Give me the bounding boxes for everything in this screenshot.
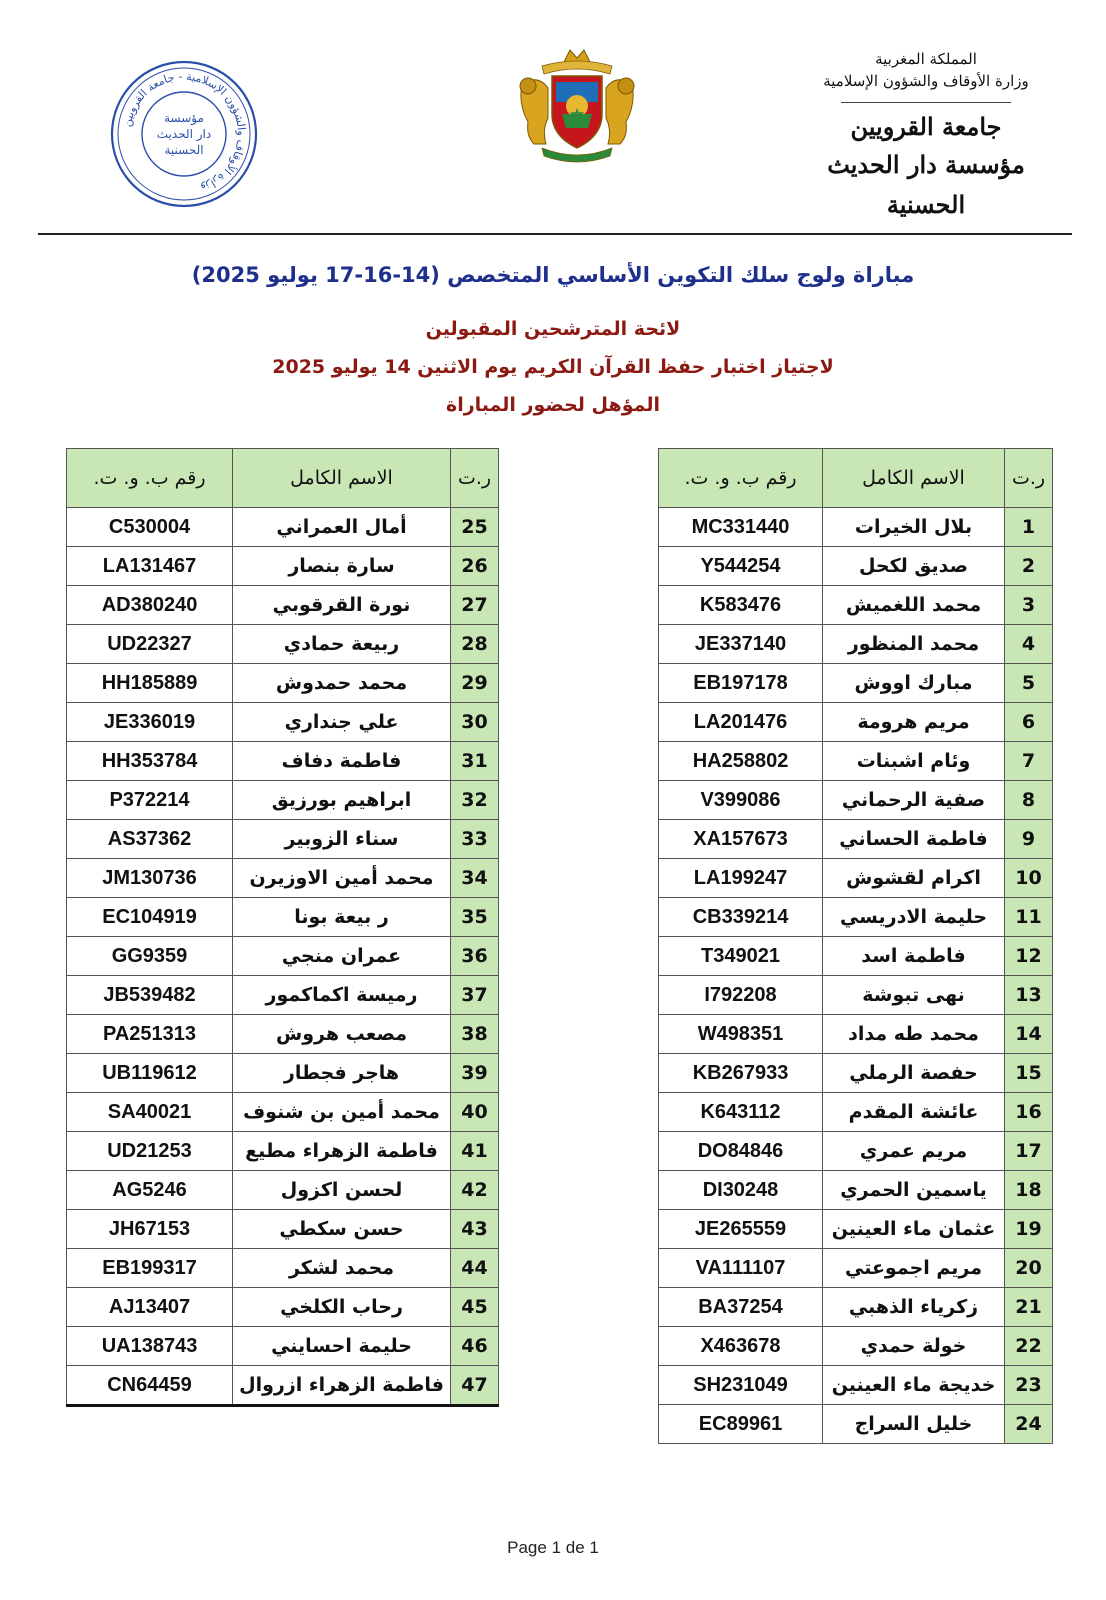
name-cell: فاطمة اسد	[823, 937, 1005, 976]
name-cell: فاطمة الحساني	[823, 820, 1005, 859]
table-row	[659, 976, 1053, 1015]
rank-cell: 19	[1005, 1210, 1053, 1249]
name-cell: حليمة احسايني	[233, 1327, 451, 1366]
table-row	[67, 976, 499, 1015]
name-cell: صفية الرحماني	[823, 781, 1005, 820]
id-cell: I792208	[659, 976, 823, 1015]
table-row	[659, 742, 1053, 781]
table-row	[67, 508, 499, 547]
name-cell: فاطمة الزهراء ازروال	[233, 1366, 451, 1406]
table-header-row	[659, 449, 1053, 508]
name-cell: هاجر فجطار	[233, 1054, 451, 1093]
table-row	[659, 1015, 1053, 1054]
name-cell: حليمة الادريسي	[823, 898, 1005, 937]
id-cell: AD380240	[67, 586, 233, 625]
id-cell: UD21253	[67, 1132, 233, 1171]
svg-text:دار الحديث: دار الحديث	[156, 127, 212, 141]
id-cell: HA258802	[659, 742, 823, 781]
rank-cell: 36	[451, 937, 499, 976]
rank-cell: 33	[451, 820, 499, 859]
rank-cell: 43	[451, 1210, 499, 1249]
rank-cell: 7	[1005, 742, 1053, 781]
table-row	[659, 664, 1053, 703]
rank-cell: 13	[1005, 976, 1053, 1015]
rank-header: ر.ت	[1005, 449, 1053, 508]
name-cell: محمد لشكر	[233, 1249, 451, 1288]
id-cell: KB267933	[659, 1054, 823, 1093]
id-cell: EB199317	[67, 1249, 233, 1288]
table-row	[659, 625, 1053, 664]
list-title: لائحة المترشحين المقبولين	[425, 318, 681, 340]
name-cell: لحسن اكزول	[233, 1171, 451, 1210]
name-cell: عائشة المقدم	[823, 1093, 1005, 1132]
name-cell: أمال العمراني	[233, 508, 451, 547]
id-cell: VA111107	[659, 1249, 823, 1288]
name-cell: محمد أمين الاوزيرن	[233, 859, 451, 898]
table-row	[67, 1210, 499, 1249]
rank-cell: 1	[1005, 508, 1053, 547]
rank-cell: 45	[451, 1288, 499, 1327]
name-cell: فاطمة دفاف	[233, 742, 451, 781]
id-cell: EC104919	[67, 898, 233, 937]
id-cell: AG5246	[67, 1171, 233, 1210]
table-row	[67, 703, 499, 742]
table-row	[67, 1171, 499, 1210]
id-cell: CN64459	[67, 1366, 233, 1406]
id-cell: MC331440	[659, 508, 823, 547]
table-row	[659, 1132, 1053, 1171]
table-row	[67, 1054, 499, 1093]
id-cell: SA40021	[67, 1093, 233, 1132]
table-row	[659, 586, 1053, 625]
rank-cell: 30	[451, 703, 499, 742]
table-row	[67, 742, 499, 781]
name-cell: حسن سكطي	[233, 1210, 451, 1249]
name-cell: عثمان ماء العينين	[823, 1210, 1005, 1249]
rank-cell: 22	[1005, 1327, 1053, 1366]
id-cell: AJ13407	[67, 1288, 233, 1327]
svg-text:الحسنية: الحسنية	[164, 143, 204, 157]
id-cell: X463678	[659, 1327, 823, 1366]
id-cell: LA131467	[67, 547, 233, 586]
id-cell: CB339214	[659, 898, 823, 937]
name-cell: عمران منجي	[233, 937, 451, 976]
name-cell: بلال الخيرات	[823, 508, 1005, 547]
rank-cell: 4	[1005, 625, 1053, 664]
rank-cell: 40	[451, 1093, 499, 1132]
candidates-table-left	[66, 448, 499, 1407]
table-row	[659, 1210, 1053, 1249]
candidates-table-right	[658, 448, 1053, 1444]
rank-cell: 18	[1005, 1171, 1053, 1210]
id-cell: JH67153	[67, 1210, 233, 1249]
institution-name: مؤسسة دار الحديث الحسنية	[827, 150, 1025, 219]
table-row	[67, 859, 499, 898]
table-row	[659, 820, 1053, 859]
rank-cell: 14	[1005, 1015, 1053, 1054]
name-cell: محمد طه مداد	[823, 1015, 1005, 1054]
id-cell: JB539482	[67, 976, 233, 1015]
table-row	[67, 1327, 499, 1366]
id-cell: HH185889	[67, 664, 233, 703]
rank-cell: 20	[1005, 1249, 1053, 1288]
name-cell: حفصة الرملي	[823, 1054, 1005, 1093]
name-cell: مريم هرومة	[823, 703, 1005, 742]
name-cell: مريم عمري	[823, 1132, 1005, 1171]
rank-cell: 39	[451, 1054, 499, 1093]
header-separator	[38, 233, 1072, 235]
name-header: الاسم الكامل	[823, 449, 1005, 508]
table-row	[67, 1093, 499, 1132]
rank-cell: 37	[451, 976, 499, 1015]
name-cell: نورة القرقوبي	[233, 586, 451, 625]
rank-cell: 29	[451, 664, 499, 703]
id-cell: JE265559	[659, 1210, 823, 1249]
rank-cell: 11	[1005, 898, 1053, 937]
name-cell: ر بيعة بونا	[233, 898, 451, 937]
rank-cell: 32	[451, 781, 499, 820]
name-cell: ابراهيم بورزيق	[233, 781, 451, 820]
id-header: رقم ب. و. ت.	[659, 449, 823, 508]
name-cell: محمد حمدوش	[233, 664, 451, 703]
table-row	[659, 703, 1053, 742]
rank-cell: 35	[451, 898, 499, 937]
organization-header	[786, 48, 1066, 225]
rank-cell: 17	[1005, 1132, 1053, 1171]
rank-cell: 15	[1005, 1054, 1053, 1093]
name-cell: مبارك اووش	[823, 664, 1005, 703]
table-row	[659, 1405, 1053, 1444]
rank-cell: 26	[451, 547, 499, 586]
rank-cell: 8	[1005, 781, 1053, 820]
page-number: Page 1 de 1	[507, 1538, 599, 1557]
table-row	[659, 1171, 1053, 1210]
id-cell: V399086	[659, 781, 823, 820]
table-row	[67, 1015, 499, 1054]
rank-cell: 47	[451, 1366, 499, 1406]
rank-cell: 38	[451, 1015, 499, 1054]
id-cell: LA201476	[659, 703, 823, 742]
rank-cell: 21	[1005, 1288, 1053, 1327]
rank-cell: 6	[1005, 703, 1053, 742]
rank-cell: 41	[451, 1132, 499, 1171]
table-row	[659, 1288, 1053, 1327]
list-subtitle-2: المؤهل لحضور المباراة	[445, 394, 660, 416]
coat-of-arms-icon	[512, 44, 642, 164]
id-cell: HH353784	[67, 742, 233, 781]
table-row	[67, 664, 499, 703]
name-cell: محمد أمين بن شنوف	[233, 1093, 451, 1132]
id-cell: XA157673	[659, 820, 823, 859]
id-cell: K643112	[659, 1093, 823, 1132]
table-row	[659, 1327, 1053, 1366]
table-row	[67, 1132, 499, 1171]
name-cell: سارة بنصار	[233, 547, 451, 586]
table-row	[67, 937, 499, 976]
name-cell: محمد اللغميش	[823, 586, 1005, 625]
name-cell: نهى تبوشة	[823, 976, 1005, 1015]
table-row	[659, 781, 1053, 820]
id-cell: UB119612	[67, 1054, 233, 1093]
table-row	[67, 1288, 499, 1327]
rank-cell: 2	[1005, 547, 1053, 586]
id-cell: BA37254	[659, 1288, 823, 1327]
rank-header: ر.ت	[451, 449, 499, 508]
name-header: الاسم الكامل	[233, 449, 451, 508]
name-cell: اكرام لقشوش	[823, 859, 1005, 898]
table-row	[659, 547, 1053, 586]
name-cell: رميسة اكماكمور	[233, 976, 451, 1015]
svg-text:مؤسسة: مؤسسة	[164, 111, 204, 125]
id-cell: Y544254	[659, 547, 823, 586]
name-cell: علي جنداري	[233, 703, 451, 742]
rank-cell: 16	[1005, 1093, 1053, 1132]
table-row	[67, 820, 499, 859]
id-cell: P372214	[67, 781, 233, 820]
id-cell: C530004	[67, 508, 233, 547]
rank-cell: 5	[1005, 664, 1053, 703]
svg-text:وزارة الأوقاف والشؤون الإسلامي: وزارة الأوقاف والشؤون الإسلامية - جامعة القرويين	[120, 69, 249, 195]
name-cell: مريم اجموعتي	[823, 1249, 1005, 1288]
id-cell: UD22327	[67, 625, 233, 664]
rank-cell: 24	[1005, 1405, 1053, 1444]
table-row	[659, 1054, 1053, 1093]
rank-cell: 28	[451, 625, 499, 664]
name-cell: ياسمين الحمري	[823, 1171, 1005, 1210]
table-row	[67, 586, 499, 625]
institution-stamp	[108, 58, 260, 210]
rank-cell: 44	[451, 1249, 499, 1288]
name-cell: خليل السراج	[823, 1405, 1005, 1444]
rank-cell: 46	[451, 1327, 499, 1366]
id-cell: DI30248	[659, 1171, 823, 1210]
table-row	[659, 508, 1053, 547]
name-cell: سناء الزوبير	[233, 820, 451, 859]
rank-cell: 10	[1005, 859, 1053, 898]
id-header: رقم ب. و. ت.	[67, 449, 233, 508]
name-cell: فاطمة الزهراء مطيع	[233, 1132, 451, 1171]
name-cell: خديجة ماء العينين	[823, 1366, 1005, 1405]
table-row	[659, 937, 1053, 976]
kingdom-name: المملكة المغربية	[875, 50, 977, 68]
table-header-row	[67, 449, 499, 508]
table-row	[659, 1093, 1053, 1132]
id-cell: SH231049	[659, 1366, 823, 1405]
id-cell: T349021	[659, 937, 823, 976]
table-row	[67, 547, 499, 586]
name-cell: ربيعة حمادي	[233, 625, 451, 664]
table-row	[67, 1366, 499, 1406]
name-cell: رحاب الكلخي	[233, 1288, 451, 1327]
rank-cell: 12	[1005, 937, 1053, 976]
rank-cell: 3	[1005, 586, 1053, 625]
id-cell: JE336019	[67, 703, 233, 742]
id-cell: GG9359	[67, 937, 233, 976]
rank-cell: 27	[451, 586, 499, 625]
rank-cell: 23	[1005, 1366, 1053, 1405]
list-subtitle: لاجتياز اختبار حفظ القرآن الكريم يوم الاثنين 14 يوليو 2025	[272, 356, 834, 378]
rank-cell: 31	[451, 742, 499, 781]
id-cell: JM130736	[67, 859, 233, 898]
name-cell: زكرياء الذهبي	[823, 1288, 1005, 1327]
table-row	[67, 781, 499, 820]
id-cell: DO84846	[659, 1132, 823, 1171]
id-cell: EC89961	[659, 1405, 823, 1444]
rank-cell: 9	[1005, 820, 1053, 859]
name-cell: خولة حمدي	[823, 1327, 1005, 1366]
id-cell: LA199247	[659, 859, 823, 898]
id-cell: W498351	[659, 1015, 823, 1054]
table-row	[659, 1366, 1053, 1405]
table-row	[659, 859, 1053, 898]
id-cell: EB197178	[659, 664, 823, 703]
university-name: جامعة القرويين	[850, 112, 1002, 141]
id-cell: K583476	[659, 586, 823, 625]
table-row	[659, 1249, 1053, 1288]
id-cell: JE337140	[659, 625, 823, 664]
name-cell: محمد المنظور	[823, 625, 1005, 664]
name-cell: وئام اشبنات	[823, 742, 1005, 781]
rank-cell: 34	[451, 859, 499, 898]
table-row	[67, 898, 499, 937]
rank-cell: 25	[451, 508, 499, 547]
ministry-name: وزارة الأوقاف والشؤون الإسلامية	[823, 72, 1029, 90]
header-divider	[841, 102, 1011, 103]
exam-title: مباراة ولوج سلك التكوين الأساسي المتخصص (14-16-17 يوليو 2025)	[191, 263, 915, 287]
name-cell: صديق لكحل	[823, 547, 1005, 586]
id-cell: PA251313	[67, 1015, 233, 1054]
name-cell: مصعب هروش	[233, 1015, 451, 1054]
id-cell: AS37362	[67, 820, 233, 859]
id-cell: UA138743	[67, 1327, 233, 1366]
table-row	[67, 1249, 499, 1288]
table-row	[67, 625, 499, 664]
rank-cell: 42	[451, 1171, 499, 1210]
table-row	[659, 898, 1053, 937]
